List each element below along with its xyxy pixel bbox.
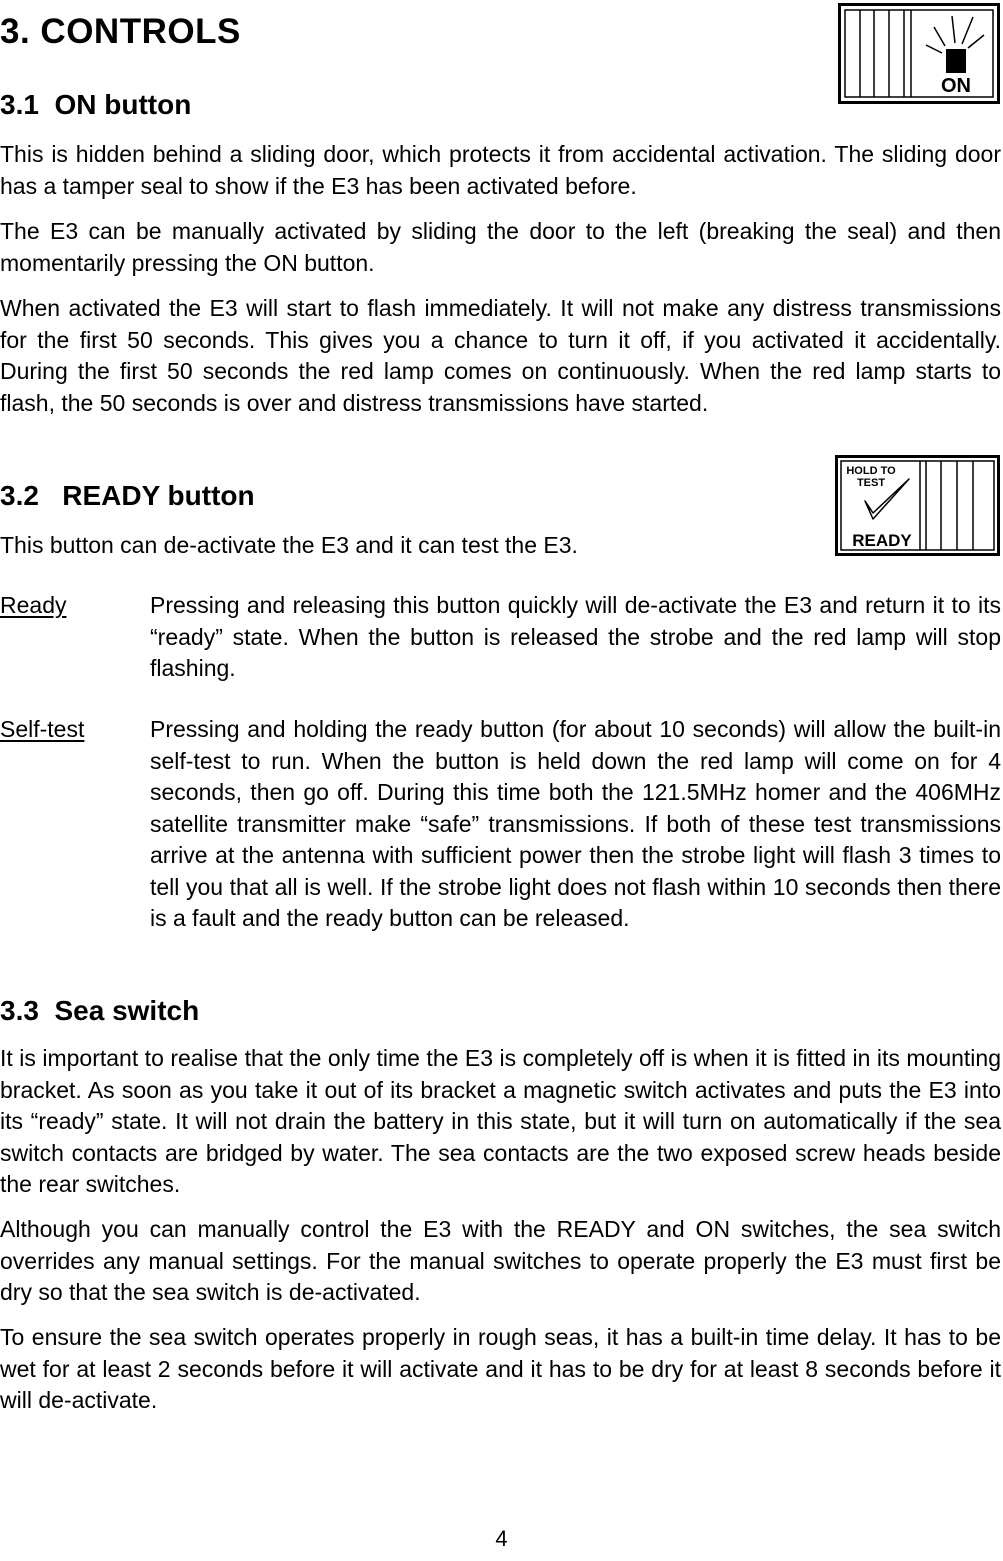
section-heading-sea-switch: 3.3 Sea switch xyxy=(0,995,200,1026)
on-button-icon xyxy=(838,3,1000,104)
term-ready: Ready xyxy=(0,592,67,618)
term-self-test: Self-test xyxy=(0,716,85,742)
ready-icon-label-hold: HOLD TO xyxy=(846,465,896,477)
page-number: 4 xyxy=(495,1526,508,1551)
ready-icon-label: READY xyxy=(852,531,912,550)
ready-icon-label-test: TEST xyxy=(856,477,886,489)
on-button-paragraph-3: When activated the E3 will start to flash immediately. It will not make any distress transmissions for the first 50 seconds. This gives you a chance to turn it off, if you activated it accidentally. During the first 50 seconds the red lamp comes on continuously. When the red lamp starts to flash, the 50 seconds is over and distress transmissions have started. xyxy=(0,295,1001,416)
ready-button-icon xyxy=(835,455,1000,556)
section-heading-on-button: 3.1 ON button xyxy=(0,89,192,120)
chapter-title: 3. CONTROLS xyxy=(0,12,241,51)
on-button-paragraph-2: The E3 can be manually activated by sliding the door to the left (breaking the seal) and then momentarily pressing the ON button. xyxy=(0,218,1001,276)
ready-button-intro: This button can de-activate the E3 and it can test the E3. xyxy=(0,532,578,558)
sea-switch-paragraph-3: To ensure the sea switch operates properly in rough seas, it has a built-in time delay. It has to be wet for at least 2 seconds before it will activate and it has to be dry for at least 8 seconds before it will de-activate. xyxy=(0,1324,1001,1413)
sea-switch-paragraph-1: It is important to realise that the only time the E3 is completely off is when it is fitted in its mounting bracket. As soon as you take it out of its bracket a magnetic switch activates and puts the E3 into its “ready” state. It will not drain the battery in this state, but it will turn on automatically if the sea switch contacts are bridged by water. The sea contacts are the two exposed screw heads beside the rear switches. xyxy=(0,1045,1001,1197)
section-heading-ready-button: 3.2 READY button xyxy=(0,480,255,511)
on-button-paragraph-1: This is hidden behind a sliding door, which protects it from accidental activation. The sliding door has a tamper seal to show if the E3 has been activated before. xyxy=(0,141,1001,199)
sea-switch-paragraph-2: Although you can manually control the E3 with the READY and ON switches, the sea switch overrides any manual settings. For the manual switches to operate properly the E3 must first be dry so that the sea switch is de-activated. xyxy=(0,1216,1001,1305)
on-icon-label: ON xyxy=(941,75,971,97)
description-ready: Pressing and releasing this button quickly will de-activate the E3 and return it to its “ready” state. When the button is released the strobe and the red lamp will stop flashing. xyxy=(150,592,1001,681)
description-self-test: Pressing and holding the ready button (for about 10 seconds) will allow the built-in self-test to run. When the button is held down the red lamp will come on for 4 seconds, then go off. During this time both the 121.5MHz homer and the 406MHz satellite transmitter make “safe” transmissions. If both of these test transmissions arrive at the antenna with sufficient power then the strobe light will flash 3 times to tell you that all is well. If the strobe light does not flash within 10 seconds then there is a fault and the ready button can be released. xyxy=(150,716,1001,931)
